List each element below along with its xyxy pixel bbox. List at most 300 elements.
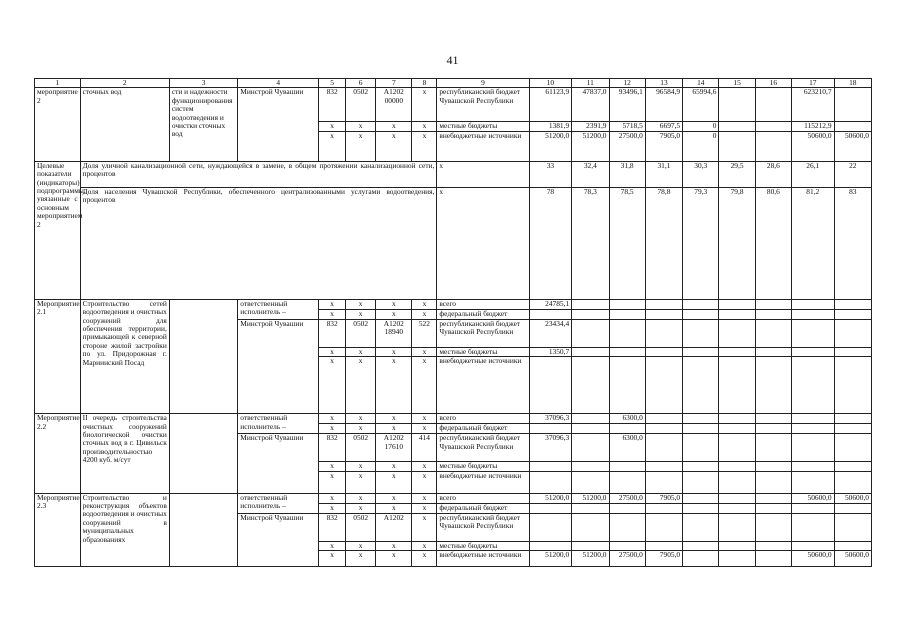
value-cell: 47837,0 (572, 88, 609, 122)
indicator-value: 22 (834, 161, 871, 187)
column-number: 4 (238, 79, 319, 88)
section-code-cell: x (346, 309, 376, 319)
indicator-value: 79,8 (719, 187, 755, 299)
value-cell (683, 434, 719, 462)
value-cell (834, 88, 871, 122)
value-cell (572, 319, 609, 347)
value-cell (609, 309, 645, 319)
value-cell: 61123,9 (529, 88, 572, 122)
value-cell: 50600,0 (834, 493, 871, 503)
value-cell (755, 131, 791, 161)
value-cell (609, 347, 645, 356)
value-cell: 0 (683, 131, 719, 161)
gov-code-cell: 832 (319, 319, 346, 347)
value-cell (683, 471, 719, 493)
section-code-cell: x (346, 471, 376, 493)
value-cell (609, 424, 645, 434)
funding-source-cell: всего (437, 299, 529, 309)
value-cell (834, 513, 871, 541)
value-cell: 0 (683, 122, 719, 131)
value-cell (792, 347, 835, 356)
value-cell: 6300,0 (609, 434, 645, 462)
column-number: 3 (169, 79, 237, 88)
value-cell: 7905,0 (645, 131, 682, 161)
value-cell (645, 309, 682, 319)
expense-type-cell: x (412, 131, 437, 161)
target-article-cell: А1202 00000 (376, 88, 412, 122)
value-cell: 23434,4 (529, 319, 572, 347)
value-cell: 7905,0 (645, 493, 682, 503)
value-cell (572, 471, 609, 493)
funding-source-cell: республиканский бюджет Чувашской Республики (437, 88, 529, 122)
indicator-value: 33 (529, 161, 572, 187)
indicator-value: 79,3 (683, 187, 719, 299)
value-cell (755, 551, 791, 567)
expense-type-cell: x (412, 551, 437, 567)
value-cell (755, 424, 791, 434)
value-cell (572, 424, 609, 434)
column-number: 8 (412, 79, 437, 88)
value-cell (645, 434, 682, 462)
value-cell (645, 319, 682, 347)
value-cell (834, 462, 871, 471)
value-cell: 50600,0 (792, 551, 835, 567)
value-cell (572, 462, 609, 471)
section-code-cell: x (346, 503, 376, 513)
value-cell: 6300,0 (609, 414, 645, 424)
value-cell (792, 462, 835, 471)
value-cell (755, 462, 791, 471)
value-cell (683, 414, 719, 424)
value-cell: 27500,0 (609, 131, 645, 161)
indicator-value: 78,3 (572, 187, 609, 299)
value-cell (683, 309, 719, 319)
value-cell (572, 299, 609, 309)
value-cell (683, 299, 719, 309)
value-cell: 27500,0 (609, 493, 645, 503)
indicator-value: 78,8 (645, 187, 682, 299)
value-cell (609, 299, 645, 309)
indicator-row (35, 187, 872, 299)
value-cell (755, 541, 791, 550)
program-table (34, 78, 872, 567)
target-article-cell: x (376, 131, 412, 161)
value-cell: 2391,9 (572, 122, 609, 131)
value-cell (792, 357, 835, 414)
value-cell (529, 503, 572, 513)
expense-type-cell: x (412, 424, 437, 434)
column-number: 2 (80, 79, 169, 88)
value-cell (609, 513, 645, 541)
indicator-value: 28,6 (755, 161, 791, 187)
funding-source-cell: федеральный бюджет (437, 309, 529, 319)
value-cell (572, 503, 609, 513)
value-cell (529, 471, 572, 493)
value-cell (683, 319, 719, 347)
expense-type-cell: x (412, 122, 437, 131)
target-article-cell: А1202 18940 (376, 319, 412, 347)
value-cell: 51200,0 (529, 493, 572, 503)
value-cell: 6697,5 (645, 122, 682, 131)
funding-source-cell: внебюджетные источники (437, 551, 529, 567)
submeasure-row (35, 299, 872, 309)
indicator-row (35, 161, 872, 187)
gov-code-cell: x (319, 131, 346, 161)
indicator-value: 78 (529, 187, 572, 299)
indicator-value: 32,4 (572, 161, 609, 187)
column-number: 1 (35, 79, 81, 88)
value-cell (755, 513, 791, 541)
section-code-cell: 0502 (346, 434, 376, 462)
measure-goal (169, 493, 237, 566)
measure-goal (169, 414, 237, 493)
gov-code-cell: x (319, 424, 346, 434)
indicator-text: Доля уличной канализационной сети, нуждающейся в замене, в общем протяжении канализационной сети, процентов (80, 161, 437, 187)
measure-label: Мероприятие 2.1 (35, 299, 81, 413)
value-cell (834, 471, 871, 493)
target-article-cell: x (376, 424, 412, 434)
value-cell (834, 299, 871, 309)
section-code-cell: x (346, 357, 376, 414)
indicator-value: 31,8 (609, 161, 645, 187)
section-code-cell: 0502 (346, 513, 376, 541)
column-number: 13 (645, 79, 682, 88)
value-cell (834, 357, 871, 414)
value-cell (755, 309, 791, 319)
value-cell (792, 471, 835, 493)
value-cell (834, 319, 871, 347)
value-cell (834, 424, 871, 434)
expense-type-cell: x (412, 462, 437, 471)
section-code-cell: x (346, 122, 376, 131)
value-cell (572, 309, 609, 319)
value-cell (755, 88, 791, 122)
value-cell (834, 434, 871, 462)
value-cell (834, 309, 871, 319)
value-cell (755, 347, 791, 356)
value-cell (719, 319, 755, 347)
value-cell (792, 513, 835, 541)
target-article-cell: x (376, 414, 412, 424)
target-article-cell: x (376, 541, 412, 550)
value-cell (719, 471, 755, 493)
gov-code-cell: x (319, 462, 346, 471)
value-cell (755, 299, 791, 309)
value-cell (645, 424, 682, 434)
value-cell (719, 299, 755, 309)
page-number: 41 (446, 53, 459, 67)
gov-code-cell: x (319, 503, 346, 513)
submeasure-row (35, 414, 872, 424)
value-cell: 27500,0 (609, 551, 645, 567)
value-cell (683, 424, 719, 434)
funding-source-cell: местные бюджеты (437, 541, 529, 550)
expense-type-cell: 522 (412, 319, 437, 347)
column-number: 17 (792, 79, 835, 88)
value-cell (719, 503, 755, 513)
value-cell: 50600,0 (834, 551, 871, 567)
measure-goal: сти и надежности функционирования систем водоотведения и очистки сточных вод (169, 88, 237, 161)
indicator-value: 29,5 (719, 161, 755, 187)
gov-code-cell: x (319, 541, 346, 550)
value-cell (834, 414, 871, 424)
value-cell (645, 347, 682, 356)
value-cell (755, 503, 791, 513)
target-article-cell: x (376, 503, 412, 513)
value-cell (529, 309, 572, 319)
value-cell (755, 357, 791, 414)
value-cell (645, 299, 682, 309)
value-cell: 51200,0 (529, 131, 572, 161)
value-cell (834, 503, 871, 513)
expense-type-cell: x (412, 88, 437, 122)
value-cell (792, 299, 835, 309)
target-article-cell: x (376, 299, 412, 309)
value-cell (572, 414, 609, 424)
value-cell (609, 319, 645, 347)
funding-source-cell: местные бюджеты (437, 347, 529, 356)
target-article-cell: x (376, 493, 412, 503)
value-cell: 50600,0 (792, 493, 835, 503)
value-cell (645, 414, 682, 424)
section-code-cell: 0502 (346, 88, 376, 122)
indicator-text: Доля населения Чувашской Республики, обеспеченного централизованными услугами водоотведения, процентов (80, 187, 437, 299)
column-number: 6 (346, 79, 376, 88)
value-cell (755, 122, 791, 131)
value-cell: 623210,7 (792, 88, 835, 122)
expense-type-cell: x (412, 347, 437, 356)
value-cell (645, 503, 682, 513)
column-number: 11 (572, 79, 609, 88)
target-article-cell: А1202 17610 (376, 434, 412, 462)
target-article-cell: x (376, 309, 412, 319)
value-cell (755, 493, 791, 503)
column-number: 12 (609, 79, 645, 88)
value-cell (719, 347, 755, 356)
funding-source-cell: внебюджетные источники (437, 131, 529, 161)
value-cell: 5718,5 (609, 122, 645, 131)
value-cell (719, 414, 755, 424)
submeasure-row (35, 493, 872, 503)
executor-role: ответственный исполнитель – (238, 299, 319, 319)
measure-label: Мероприятие 2.3 (35, 493, 81, 566)
measure-row (35, 88, 872, 122)
expense-type-cell: x (412, 513, 437, 541)
expense-type-cell: x (412, 414, 437, 424)
column-number: 10 (529, 79, 572, 88)
executor-cell: Минстрой Чувашии (238, 513, 319, 566)
value-cell (572, 347, 609, 356)
expense-type-cell: x (412, 357, 437, 414)
column-number: 9 (437, 79, 529, 88)
value-cell (834, 122, 871, 131)
value-cell (609, 503, 645, 513)
value-cell (683, 357, 719, 414)
gov-code-cell: x (319, 493, 346, 503)
gov-code-cell: x (319, 414, 346, 424)
section-code-cell: 0502 (346, 319, 376, 347)
value-cell: 24785,1 (529, 299, 572, 309)
target-article-cell: x (376, 122, 412, 131)
expense-type-cell: 414 (412, 434, 437, 462)
indicator-value: 31,1 (645, 161, 682, 187)
indicator-value: 30,3 (683, 161, 719, 187)
value-cell: 1381,9 (529, 122, 572, 131)
funding-source-cell: всего (437, 493, 529, 503)
measure-name: Строительство и реконструкция объектов водоотведения и очистных сооружений в муниципальных образованиях (80, 493, 169, 566)
value-cell (719, 513, 755, 541)
value-cell (755, 319, 791, 347)
value-cell (683, 503, 719, 513)
section-code-cell: x (346, 347, 376, 356)
funding-source-cell: федеральный бюджет (437, 424, 529, 434)
value-cell (609, 471, 645, 493)
value-cell (719, 541, 755, 550)
expense-type-cell: x (412, 503, 437, 513)
column-number: 14 (683, 79, 719, 88)
value-cell (792, 319, 835, 347)
value-cell (609, 357, 645, 414)
value-cell (645, 471, 682, 493)
funding-source-cell: всего (437, 414, 529, 424)
value-cell (719, 122, 755, 131)
value-cell (683, 513, 719, 541)
target-article-cell: x (376, 357, 412, 414)
funding-source-cell: республиканский бюджет Чувашской Республики (437, 319, 529, 347)
expense-type-cell: x (412, 541, 437, 550)
indicator-value: 83 (834, 187, 871, 299)
executor-role: ответственный исполнитель – (238, 414, 319, 434)
section-code-cell: x (346, 131, 376, 161)
value-cell (755, 434, 791, 462)
gov-code-cell: x (319, 347, 346, 356)
value-cell (683, 347, 719, 356)
indicator-value: 78,5 (609, 187, 645, 299)
section-code-cell: x (346, 414, 376, 424)
value-cell (719, 493, 755, 503)
column-number: 18 (834, 79, 871, 88)
value-cell (719, 424, 755, 434)
value-cell (755, 414, 791, 424)
value-cell (719, 434, 755, 462)
indicator-x: x (437, 161, 529, 187)
target-article-cell: x (376, 347, 412, 356)
value-cell (529, 513, 572, 541)
measure-name: сточных вод (80, 88, 169, 161)
value-cell (572, 434, 609, 462)
target-article-cell: x (376, 462, 412, 471)
value-cell (529, 462, 572, 471)
executor-role: ответственный исполнитель – (238, 493, 319, 513)
measure-goal (169, 299, 237, 413)
indicator-x: x (437, 187, 529, 299)
funding-source-cell: республиканский бюджет Чувашской Республики (437, 513, 529, 541)
value-cell (719, 551, 755, 567)
executor-cell: Минстрой Чувашии (238, 88, 319, 161)
executor-cell: Минстрой Чувашии (238, 434, 319, 493)
value-cell (719, 309, 755, 319)
value-cell (645, 357, 682, 414)
value-cell (683, 462, 719, 471)
gov-code-cell: 832 (319, 434, 346, 462)
gov-code-cell: x (319, 551, 346, 567)
funding-source-cell: федеральный бюджет (437, 503, 529, 513)
value-cell (572, 357, 609, 414)
value-cell (645, 462, 682, 471)
funding-source-cell: местные бюджеты (437, 122, 529, 131)
value-cell: 37096,3 (529, 414, 572, 424)
section-code-cell: x (346, 493, 376, 503)
value-cell (645, 513, 682, 541)
value-cell: 93496,1 (609, 88, 645, 122)
column-number: 7 (376, 79, 412, 88)
expense-type-cell: x (412, 299, 437, 309)
value-cell (719, 357, 755, 414)
value-cell (792, 503, 835, 513)
value-cell: 51200,0 (572, 551, 609, 567)
value-cell: 65994,6 (683, 88, 719, 122)
value-cell (792, 414, 835, 424)
section-code-cell: x (346, 462, 376, 471)
expense-type-cell: x (412, 471, 437, 493)
value-cell: 7905,0 (645, 551, 682, 567)
value-cell: 96584,9 (645, 88, 682, 122)
column-number: 16 (755, 79, 791, 88)
section-code-cell: x (346, 299, 376, 309)
value-cell: 37096,3 (529, 434, 572, 462)
value-cell (755, 471, 791, 493)
gov-code-cell: 832 (319, 88, 346, 122)
value-cell (529, 424, 572, 434)
gov-code-cell: 832 (319, 513, 346, 541)
value-cell (792, 434, 835, 462)
value-cell: 115212,9 (792, 122, 835, 131)
gov-code-cell: x (319, 471, 346, 493)
measure-label: мероприятие 2 (35, 88, 81, 161)
value-cell (792, 424, 835, 434)
value-cell (792, 309, 835, 319)
value-cell: 50600,0 (834, 131, 871, 161)
value-cell: 51200,0 (572, 131, 609, 161)
value-cell (683, 551, 719, 567)
indicators-label: Целевые показатели (индикаторы) подпрограммы, увязанные с основным мероприятием 2 (35, 161, 81, 299)
column-number: 15 (719, 79, 755, 88)
gov-code-cell: x (319, 357, 346, 414)
section-code-cell: x (346, 551, 376, 567)
value-cell (572, 513, 609, 541)
column-number: 5 (319, 79, 346, 88)
funding-source-cell: внебюджетные источники (437, 357, 529, 414)
section-code-cell: x (346, 541, 376, 550)
target-article-cell: А1202 (376, 513, 412, 541)
value-cell: 50600,0 (792, 131, 835, 161)
funding-source-cell: внебюджетные источники (437, 471, 529, 493)
measure-name: II очередь строительства очистных сооружений биологической очистки сточных вод в г. Цивильск производительностью 4200 куб. м/сут (80, 414, 169, 493)
value-cell (719, 88, 755, 122)
measure-label: Мероприятие 2.2 (35, 414, 81, 493)
value-cell (683, 541, 719, 550)
indicator-value: 81,2 (792, 187, 835, 299)
gov-code-cell: x (319, 309, 346, 319)
gov-code-cell: x (319, 299, 346, 309)
indicator-value: 26,1 (792, 161, 835, 187)
gov-code-cell: x (319, 122, 346, 131)
value-cell (683, 493, 719, 503)
value-cell (719, 131, 755, 161)
target-article-cell: x (376, 471, 412, 493)
target-article-cell: x (376, 551, 412, 567)
funding-source-cell: местные бюджеты (437, 462, 529, 471)
